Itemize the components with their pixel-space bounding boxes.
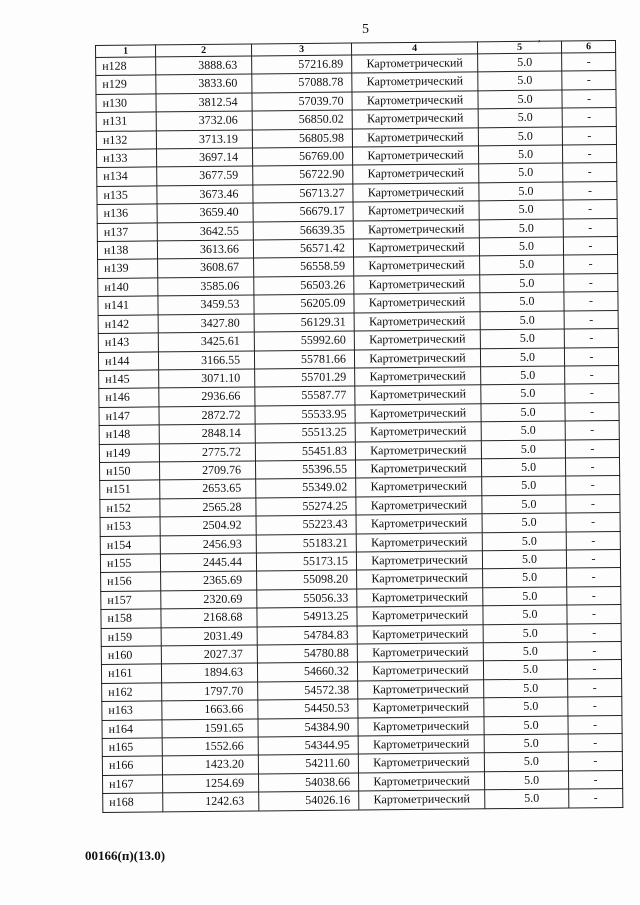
x-coordinate-cell: 2031.49 (161, 627, 257, 646)
y-coordinate-cell: 55173.15 (256, 552, 356, 571)
point-id-cell: н143 (98, 333, 158, 352)
column-header: 5 (477, 41, 561, 54)
point-id-cell: н167 (103, 775, 163, 794)
x-coordinate-cell: 3608.67 (158, 258, 254, 277)
x-coordinate-cell: 2168.68 (161, 608, 257, 627)
method-cell: Картометрический (355, 367, 481, 387)
note-cell: - (568, 697, 622, 716)
point-id-cell: н128 (96, 57, 156, 76)
x-coordinate-cell: 2456.93 (160, 535, 256, 554)
method-cell: Картометрический (354, 275, 480, 295)
note-cell: - (564, 292, 618, 311)
method-cell: Картометрический (357, 643, 483, 663)
x-coordinate-cell: 3697.14 (157, 148, 253, 167)
accuracy-cell: 5.0 (483, 624, 567, 643)
table-row (103, 789, 623, 812)
method-cell: Картометрический (352, 91, 478, 111)
accuracy-cell: 5.0 (483, 587, 567, 606)
point-id-cell: н161 (101, 664, 161, 683)
point-id-cell: н160 (101, 646, 161, 665)
note-cell: - (568, 752, 622, 771)
point-id-cell: н149 (99, 443, 159, 462)
accuracy-cell: 5.0 (483, 568, 567, 587)
note-cell: - (566, 513, 620, 532)
accuracy-cell: 5.0 (481, 458, 565, 477)
point-id-cell: н147 (99, 407, 159, 426)
method-cell: Картометрический (357, 661, 483, 681)
y-coordinate-cell: 55992.60 (254, 331, 354, 350)
note-cell: - (562, 53, 616, 72)
y-coordinate-cell: 56639.35 (253, 221, 353, 240)
note-cell: - (567, 623, 621, 642)
accuracy-cell: 5.0 (484, 697, 568, 716)
method-cell: Картометрический (354, 312, 480, 332)
point-id-cell: н148 (99, 425, 159, 444)
point-id-cell: н134 (97, 167, 157, 186)
accuracy-cell: 5.0 (478, 127, 562, 146)
note-cell: - (562, 71, 616, 90)
y-coordinate-cell: 55701.29 (255, 368, 355, 387)
accuracy-cell: 5.0 (482, 476, 566, 495)
accuracy-cell: 5.0 (479, 200, 563, 219)
accuracy-cell: 5.0 (479, 182, 563, 201)
method-cell: Картометрический (356, 514, 482, 534)
note-cell: - (564, 310, 618, 329)
note-cell: - (564, 347, 618, 366)
accuracy-cell: 5.0 (482, 532, 566, 551)
x-coordinate-cell: 3166.55 (158, 350, 254, 369)
y-coordinate-cell: 54660.32 (257, 662, 357, 681)
y-coordinate-cell: 57039.70 (252, 92, 352, 111)
x-coordinate-cell: 1591.65 (162, 719, 258, 738)
point-id-cell: н132 (96, 131, 156, 150)
accuracy-cell: 5.0 (479, 163, 563, 182)
x-coordinate-cell: 3732.06 (156, 111, 252, 130)
point-id-cell: н158 (101, 609, 161, 628)
x-coordinate-cell: 3427.80 (158, 314, 254, 333)
y-coordinate-cell: 55533.95 (255, 405, 355, 424)
x-coordinate-cell: 2848.14 (159, 424, 255, 443)
accuracy-cell: 5.0 (482, 550, 566, 569)
accuracy-cell: 5.0 (482, 495, 566, 514)
point-id-cell: н162 (102, 683, 162, 702)
point-id-cell: н129 (96, 75, 156, 94)
x-coordinate-cell: 3812.54 (156, 93, 252, 112)
note-cell: - (564, 329, 618, 348)
note-cell: - (562, 89, 616, 108)
x-coordinate-cell: 3659.40 (157, 203, 253, 222)
point-id-cell: н142 (98, 315, 158, 334)
y-coordinate-cell: 56205.09 (254, 294, 354, 313)
x-coordinate-cell: 2936.66 (159, 387, 255, 406)
point-id-cell: н133 (97, 149, 157, 168)
point-id-cell: н163 (102, 701, 162, 720)
y-coordinate-cell: 55349.02 (256, 478, 356, 497)
note-cell: - (563, 200, 617, 219)
column-header: 3 (251, 43, 351, 56)
note-cell: - (563, 237, 617, 256)
column-header: 1 (96, 45, 156, 58)
method-cell: Картометрический (354, 293, 480, 313)
x-coordinate-cell: 3642.55 (157, 222, 253, 241)
x-coordinate-cell: 3459.53 (158, 295, 254, 314)
point-id-cell: н155 (100, 554, 160, 573)
y-coordinate-cell: 55451.83 (255, 442, 355, 461)
y-coordinate-cell: 56722.90 (253, 165, 353, 184)
accuracy-cell: 5.0 (484, 679, 568, 698)
point-id-cell: н130 (96, 94, 156, 113)
accuracy-cell: 5.0 (480, 255, 564, 274)
point-id-cell: н145 (99, 370, 159, 389)
method-cell: Картометрический (358, 772, 484, 792)
y-coordinate-cell: 54344.95 (258, 736, 358, 755)
point-id-cell: н159 (101, 627, 161, 646)
method-cell: Картометрический (357, 588, 483, 608)
note-cell: - (565, 384, 619, 403)
note-cell: - (565, 439, 619, 458)
note-cell: - (563, 218, 617, 237)
coordinates-table (95, 40, 623, 813)
x-coordinate-cell: 2365.69 (161, 571, 257, 590)
method-cell: Картометрический (358, 680, 484, 700)
method-cell: Картометрический (358, 698, 484, 718)
point-id-cell: н140 (98, 278, 158, 297)
accuracy-cell: 5.0 (481, 421, 565, 440)
column-header: 6 (561, 41, 615, 54)
method-cell: Картометрический (358, 753, 484, 773)
x-coordinate-cell: 2565.28 (160, 498, 256, 517)
note-cell: - (565, 365, 619, 384)
accuracy-cell: 5.0 (483, 642, 567, 661)
note-cell: - (568, 770, 622, 789)
y-coordinate-cell: 56558.59 (254, 257, 354, 276)
point-id-cell: н139 (98, 259, 158, 278)
y-coordinate-cell: 55223.43 (256, 515, 356, 534)
y-coordinate-cell: 56713.27 (253, 184, 353, 203)
note-cell: - (566, 531, 620, 550)
y-coordinate-cell: 56571.42 (253, 239, 353, 258)
note-cell: - (565, 421, 619, 440)
page-number: 5 (362, 22, 369, 37)
y-coordinate-cell: 55098.20 (257, 570, 357, 589)
accuracy-cell: 5.0 (481, 403, 565, 422)
point-id-cell: н138 (97, 241, 157, 260)
method-cell: Картометрический (356, 477, 482, 497)
x-coordinate-cell: 3585.06 (158, 277, 254, 296)
y-coordinate-cell: 55056.33 (257, 589, 357, 608)
x-coordinate-cell: 2709.76 (160, 461, 256, 480)
x-coordinate-cell: 1254.69 (163, 774, 259, 793)
y-coordinate-cell: 55781.66 (254, 350, 354, 369)
coordinates-table-container (95, 40, 622, 813)
y-coordinate-cell: 54211.60 (258, 754, 358, 773)
point-id-cell: н136 (97, 204, 157, 223)
y-coordinate-cell: 57088.78 (252, 73, 352, 92)
note-cell: - (567, 605, 621, 624)
y-coordinate-cell: 56503.26 (254, 276, 354, 295)
accuracy-cell: 5.0 (484, 734, 568, 753)
accuracy-cell: 5.0 (480, 292, 564, 311)
x-coordinate-cell: 2653.65 (160, 479, 256, 498)
table-body (96, 53, 623, 813)
x-coordinate-cell: 3833.60 (156, 74, 252, 93)
point-id-cell: н131 (96, 112, 156, 131)
y-coordinate-cell: 54384.90 (258, 718, 358, 737)
x-coordinate-cell: 1797.70 (162, 682, 258, 701)
x-coordinate-cell: 1423.20 (162, 755, 258, 774)
method-cell: Картометрический (352, 127, 478, 147)
accuracy-cell: 5.0 (484, 752, 568, 771)
method-cell: Картометрический (355, 440, 481, 460)
y-coordinate-cell: 54784.83 (257, 626, 357, 645)
note-cell: - (566, 549, 620, 568)
note-cell: - (566, 494, 620, 513)
y-coordinate-cell: 55587.77 (255, 386, 355, 405)
method-cell: Картометрический (356, 496, 482, 516)
y-coordinate-cell: 54450.53 (258, 699, 358, 718)
accuracy-cell: 5.0 (479, 237, 563, 256)
note-cell: - (568, 678, 622, 697)
point-id-cell: н135 (97, 186, 157, 205)
y-coordinate-cell: 55274.25 (256, 497, 356, 516)
method-cell: Картометрический (357, 624, 483, 644)
note-cell: - (569, 789, 623, 808)
x-coordinate-cell: 3613.66 (157, 240, 253, 259)
point-id-cell: н146 (99, 388, 159, 407)
point-id-cell: н154 (100, 535, 160, 554)
accuracy-cell: 5.0 (481, 440, 565, 459)
y-coordinate-cell: 54780.88 (257, 644, 357, 663)
x-coordinate-cell: 1242.63 (163, 792, 259, 811)
x-coordinate-cell: 3713.19 (156, 130, 252, 149)
point-id-cell: н150 (100, 462, 160, 481)
note-cell: - (563, 181, 617, 200)
method-cell: Картометрический (357, 569, 483, 589)
y-coordinate-cell: 55513.25 (255, 423, 355, 442)
point-id-cell: н153 (100, 517, 160, 536)
y-coordinate-cell: 56850.02 (252, 110, 352, 129)
method-cell: Картометрический (353, 219, 479, 239)
method-cell: Картометрический (352, 54, 478, 74)
y-coordinate-cell: 56129.31 (254, 313, 354, 332)
method-cell: Картометрический (352, 72, 478, 92)
method-cell: Картометрический (358, 735, 484, 755)
point-id-cell: н168 (103, 793, 163, 812)
method-cell: Картометрический (356, 532, 482, 552)
note-cell: - (565, 457, 619, 476)
method-cell: Картометрический (354, 256, 480, 276)
x-coordinate-cell: 1663.66 (162, 700, 258, 719)
note-cell: - (562, 108, 616, 127)
point-id-cell: н137 (97, 223, 157, 242)
accuracy-cell: 5.0 (480, 311, 564, 330)
method-cell: Картометрический (355, 385, 481, 405)
x-coordinate-cell: 2872.72 (159, 406, 255, 425)
y-coordinate-cell: 55183.21 (256, 534, 356, 553)
note-cell: - (566, 476, 620, 495)
x-coordinate-cell: 1894.63 (161, 663, 257, 682)
point-id-cell: н165 (102, 738, 162, 757)
accuracy-cell: 5.0 (478, 90, 562, 109)
point-id-cell: н166 (102, 756, 162, 775)
note-cell: - (567, 568, 621, 587)
method-cell: Картометрический (354, 330, 480, 350)
point-id-cell: н151 (100, 480, 160, 499)
accuracy-cell: 5.0 (478, 145, 562, 164)
x-coordinate-cell: 2445.44 (160, 553, 256, 572)
note-cell: - (567, 660, 621, 679)
method-cell: Картометрический (356, 551, 482, 571)
method-cell: Картометрический (353, 183, 479, 203)
y-coordinate-cell: 54913.25 (257, 607, 357, 626)
note-cell: - (567, 586, 621, 605)
accuracy-cell: 5.0 (481, 366, 565, 385)
y-coordinate-cell: 56805.98 (252, 129, 352, 148)
point-id-cell: н157 (101, 591, 161, 610)
method-cell: Картометрический (355, 422, 481, 442)
accuracy-cell: 5.0 (483, 605, 567, 624)
method-cell: Картометрический (352, 109, 478, 129)
y-coordinate-cell: 55396.55 (255, 460, 355, 479)
method-cell: Картометрический (359, 790, 485, 810)
accuracy-cell: 5.0 (478, 108, 562, 127)
y-coordinate-cell: 54572.38 (258, 681, 358, 700)
method-cell: Картометрический (352, 146, 478, 166)
column-header: 4 (351, 42, 477, 55)
note-cell: - (564, 273, 618, 292)
note-cell: - (568, 734, 622, 753)
method-cell: Картометрический (354, 348, 480, 368)
column-header: 2 (156, 44, 252, 57)
point-id-cell: н164 (102, 720, 162, 739)
x-coordinate-cell: 2775.72 (159, 443, 255, 462)
note-cell: - (567, 641, 621, 660)
x-coordinate-cell: 3888.63 (156, 56, 252, 75)
accuracy-cell: 5.0 (479, 219, 563, 238)
note-cell: - (568, 715, 622, 734)
accuracy-cell: 5.0 (483, 660, 567, 679)
point-id-cell: н144 (98, 351, 158, 370)
method-cell: Картометрический (358, 716, 484, 736)
accuracy-cell: 5.0 (484, 771, 568, 790)
accuracy-cell: 5.0 (480, 329, 564, 348)
note-cell: - (564, 255, 618, 274)
method-cell: Картометрический (355, 404, 481, 424)
x-coordinate-cell: 2027.37 (161, 645, 257, 664)
method-cell: Картометрический (357, 606, 483, 626)
accuracy-cell: 5.0 (481, 384, 565, 403)
y-coordinate-cell: 56769.00 (252, 147, 352, 166)
x-coordinate-cell: 3673.46 (157, 185, 253, 204)
note-cell: - (562, 126, 616, 145)
y-coordinate-cell: 54038.66 (259, 773, 359, 792)
accuracy-cell: 5.0 (478, 71, 562, 90)
accuracy-cell: 5.0 (485, 789, 569, 808)
note-cell: - (562, 145, 616, 164)
y-coordinate-cell: 56679.17 (253, 202, 353, 221)
point-id-cell: н141 (98, 296, 158, 315)
y-coordinate-cell: 54026.16 (259, 791, 359, 810)
accuracy-cell: 5.0 (478, 53, 562, 72)
note-cell: - (565, 402, 619, 421)
x-coordinate-cell: 3425.61 (158, 332, 254, 351)
accuracy-cell: 5.0 (480, 348, 564, 367)
method-cell: Картометрический (353, 201, 479, 221)
y-coordinate-cell: 57216.89 (252, 55, 352, 74)
corner-mark: , (538, 33, 541, 44)
accuracy-cell: 5.0 (482, 513, 566, 532)
x-coordinate-cell: 2504.92 (160, 516, 256, 535)
method-cell: Картометрический (353, 238, 479, 258)
method-cell: Картометрический (355, 459, 481, 479)
accuracy-cell: 5.0 (480, 274, 564, 293)
point-id-cell: н152 (100, 499, 160, 518)
x-coordinate-cell: 1552.66 (162, 737, 258, 756)
x-coordinate-cell: 2320.69 (161, 590, 257, 609)
point-id-cell: н156 (101, 572, 161, 591)
x-coordinate-cell: 3677.59 (157, 166, 253, 185)
note-cell: - (563, 163, 617, 182)
document-code: 00166(п)(13.0) (85, 848, 166, 863)
x-coordinate-cell: 3071.10 (159, 369, 255, 388)
method-cell: Картометрический (353, 164, 479, 184)
accuracy-cell: 5.0 (484, 716, 568, 735)
